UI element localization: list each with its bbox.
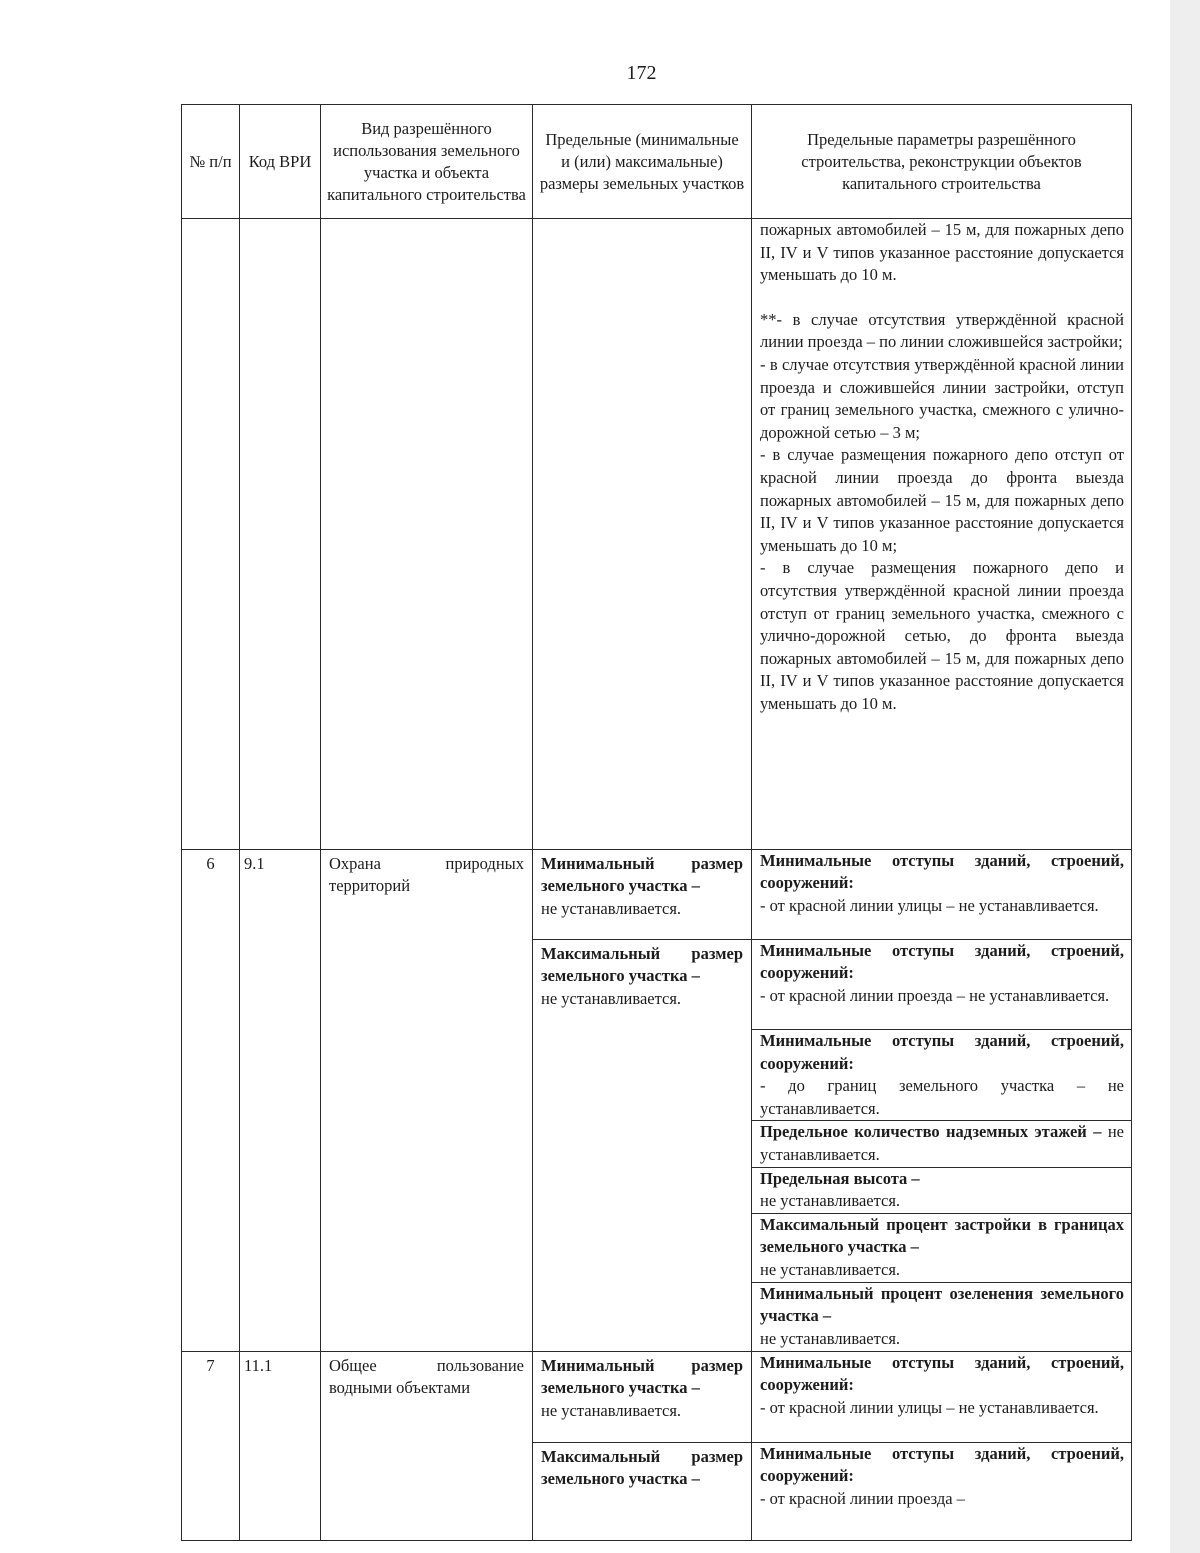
row6-max-size	[533, 939, 752, 1351]
row6-min-size-title: Минимальный размер земельного участка –	[541, 853, 743, 896]
continuation-para-3: - в случае отсутствия утверждённой красной линии проезда и сложившейся линии застройки, отступ от границ земельного участка, смежного с улично-дорожной сетью – 3 м;	[760, 355, 1124, 442]
table-row-7	[182, 1351, 1132, 1442]
row6-param-5	[752, 1167, 1132, 1213]
row6-param-2	[752, 939, 1132, 1029]
zoning-table	[181, 104, 1132, 1541]
row6-p3-title: Минимальные отступы зданий, строений, сооружений:	[760, 1030, 1124, 1073]
row7-p1-line: - от красной линии улицы – не устанавливается.	[760, 1397, 1099, 1417]
continuation-para-2: **- в случае отсутствия утверждённой красной линии проезда – по линии сложившейся застройки;	[760, 309, 1124, 352]
row6-min-size	[533, 849, 752, 939]
row6-p1-title: Минимальные отступы зданий, строений, сооружений:	[760, 850, 1124, 893]
row7-min-size-title: Минимальный размер земельного участка –	[541, 1355, 743, 1398]
continuation-para-5: - в случае размещения пожарного депо и отсутствия утверждённой красной линии проезда отступ от границ земельного участка, смежного с улично-дорожной сетью, до фронта выезда пожарных автомобилей – 15 м, для пожарных депо II, IV и V типов указанное расстояние допускается уменьшать до 10 м.	[760, 558, 1124, 713]
row6-p6-value: не устанавливается.	[760, 1260, 901, 1280]
row6-param-6	[752, 1213, 1132, 1282]
header-code: Код ВРИ	[240, 105, 321, 219]
row6-p7-value: не устанавливается.	[760, 1328, 901, 1348]
table-row-6	[182, 849, 1132, 939]
row7-num: 7	[182, 1351, 240, 1540]
table-row-continuation	[182, 219, 1132, 850]
row7-min-size-value: не устанавливается.	[541, 1400, 682, 1420]
continuation-para-1: пожарных автомобилей – 15 м, для пожарных депо II, IV и V типов указанное расстояние допускается уменьшать до 10 м.	[760, 220, 1124, 285]
table-header-row	[182, 105, 1132, 219]
row6-p7-title: Минимальный процент озеленения земельного участка –	[760, 1283, 1124, 1326]
header-sizes: Предельные (минимальные и (или) максимальные) размеры земельных участков	[533, 105, 752, 219]
row7-p2-line: - от красной линии проезда –	[760, 1489, 965, 1508]
row7-max-size	[533, 1442, 752, 1540]
continuation-params-cell	[752, 219, 1132, 850]
row6-p3-line: - до границ земельного участка – не устанавливается.	[760, 1076, 1124, 1118]
continuation-para-4: - в случае размещения пожарного депо отступ от красной линии проезда до фронта выезда пожарных автомобилей – 15 м, для пожарных депо II, IV и V типов указанное расстояние допускается уменьшать до 10 м;	[760, 445, 1124, 555]
header-num: № п/п	[182, 105, 240, 219]
row6-min-size-value: не устанавливается.	[541, 898, 682, 918]
row7-p1-title: Минимальные отступы зданий, строений, сооружений:	[760, 1352, 1124, 1395]
row7-code: 11.1	[240, 1351, 321, 1540]
header-params: Предельные параметры разрешённого строительства, реконструкции объектов капитального строительства	[752, 105, 1132, 219]
row7-p2-title: Минимальные отступы зданий, строений, сооружений:	[760, 1443, 1124, 1486]
row7-param-1	[752, 1351, 1132, 1442]
row6-p4-value: не устанавливается.	[760, 1122, 1124, 1164]
row6-p5-value: не устанавливается.	[760, 1191, 901, 1211]
row6-p5-title: Предельная высота –	[760, 1168, 920, 1188]
row6-p1-line: - от красной линии улицы – не устанавливается.	[760, 895, 1099, 915]
row6-p4-title: Предельное количество надземных этажей –	[760, 1122, 1102, 1142]
row6-name: Охрана природных территорий	[321, 849, 533, 1351]
row6-param-1	[752, 849, 1132, 939]
row7-min-size	[533, 1351, 752, 1442]
row6-max-size-value: не устанавливается.	[541, 989, 682, 1009]
row7-param-2	[752, 1442, 1132, 1540]
row6-param-3	[752, 1029, 1132, 1120]
header-type: Вид разрешённого использования земельного участка и объекта капитального строительства	[321, 105, 533, 219]
row7-name: Общее пользование водными объектами	[321, 1351, 533, 1540]
row6-p6-title: Максимальный процент застройки в границах земельного участка –	[760, 1214, 1124, 1257]
row6-param-7	[752, 1282, 1132, 1351]
row6-p2-line: - от красной линии проезда – не устанавливается.	[760, 986, 1110, 1006]
row6-code: 9.1	[240, 849, 321, 1351]
row6-num: 6	[182, 849, 240, 1351]
page-edge-shadow	[1170, 0, 1200, 1553]
row7-max-size-title: Максимальный размер земельного участка –	[541, 1446, 743, 1489]
page-number: 172	[626, 62, 657, 84]
row6-max-size-title: Максимальный размер земельного участка –	[541, 943, 743, 986]
row6-param-4	[752, 1121, 1132, 1167]
row6-p2-title: Минимальные отступы зданий, строений, сооружений:	[760, 940, 1124, 983]
